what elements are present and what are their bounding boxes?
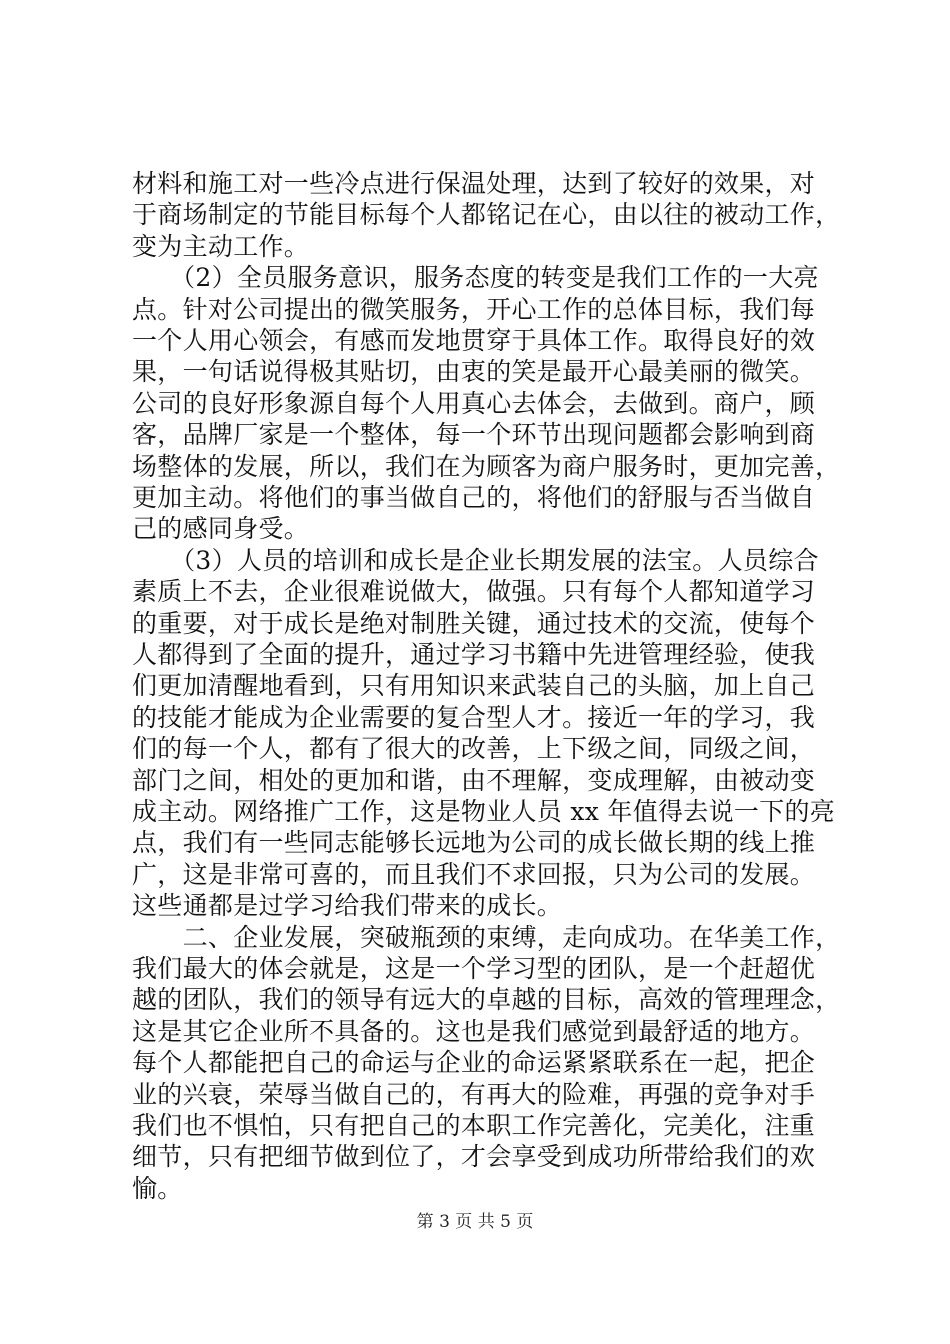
text-line: 们的每一个人，都有了很大的改善，上下级之间，同级之间，	[132, 734, 816, 764]
text-line: 细节，只有把细节做到位了，才会享受到成功所带给我们的欢	[132, 1142, 816, 1172]
text-line: 公司的良好形象源自每个人用真心去体会，去做到。商户，顾	[132, 388, 816, 418]
text-line: 客，品牌厂家是一个整体，每一个环节出现问题都会影响到商	[132, 420, 816, 450]
text-line: 的技能才能成为企业需要的复合型人才。接近一年的学习，我	[132, 702, 816, 732]
text-line: 每个人都能把自己的命运与企业的命运紧紧联系在一起，把企	[132, 1048, 816, 1078]
text-line: 素质上不去，企业很难说做大，做强。只有每个人都知道学习	[132, 577, 816, 607]
text-line: 愉。	[132, 1173, 183, 1203]
text-line: 己的感同身受。	[132, 514, 310, 544]
text-line: 我们最大的体会就是，这是一个学习型的团队，是一个赶超优	[132, 954, 816, 983]
text-line: 材料和施工对一些冷点进行保温处理，达到了较好的效果，对	[132, 169, 816, 198]
text-line: 一个人用心领会，有感而发地贯穿于具体工作。取得良好的效	[132, 326, 816, 355]
text-line: 场整体的发展，所以，我们在为顾客为商户服务时，更加完善，	[132, 451, 841, 481]
text-line: 点，我们有一些同志能够长远地为公司的成长做长期的线上推	[132, 828, 816, 858]
text-line: 果，一句话说得极其贴切，由衷的笑是最开心最美丽的微笑。	[132, 357, 816, 387]
text-line: 成主动。网络推广工作，这是物业人员 xx 年值得去说一下的亮	[132, 797, 836, 826]
text-line: 二、企业发展，突破瓶颈的束缚，走向成功。在华美工作，	[132, 922, 841, 952]
text-line: 人都得到了全面的提升，通过学习书籍中先进管理经验，使我	[132, 640, 816, 669]
text-line: 广，这是非常可喜的，而且我们不求回报，只为公司的发展。	[132, 859, 816, 889]
text-line: 的重要，对于成长是绝对制胜关键，通过技术的交流，使每个	[132, 608, 816, 638]
text-line: 越的团队，我们的领导有远大的卓越的目标，高效的管理理念，	[132, 985, 841, 1015]
text-line: 业的兴衰，荣辱当做自己的，有再大的险难，再强的竞争对手	[132, 1079, 816, 1109]
text-line: （3）人员的培训和成长是企业长期发展的法宝。人员综合	[132, 545, 819, 575]
text-line: 部门之间，相处的更加和谐，由不理解，变成理解，由被动变	[132, 765, 816, 795]
text-line: 变为主动工作。	[132, 231, 310, 261]
page-number: 第 3 页 共 5 页	[416, 1212, 534, 1232]
text-line: 们更加清醒地看到，只有用知识来武装自己的头脑，加上自己	[132, 671, 816, 701]
text-line: 我们也不惧怕，只有把自己的本职工作完善化，完美化，注重	[132, 1111, 816, 1140]
text-line: 更加主动。将他们的事当做自己的，将他们的舒服与否当做自	[132, 483, 816, 512]
text-line: 点。针对公司提出的微笑服务，开心工作的总体目标，我们每	[132, 294, 816, 324]
text-line: 这些通都是过学习给我们带来的成长。	[132, 891, 563, 921]
text-line: 这是其它企业所不具备的。这也是我们感觉到最舒适的地方。	[132, 1016, 816, 1046]
text-line: （2）全员服务意识，服务态度的转变是我们工作的一大亮	[132, 263, 819, 293]
text-line: 于商场制定的节能目标每个人都铭记在心，由以往的被动工作，	[132, 200, 841, 230]
